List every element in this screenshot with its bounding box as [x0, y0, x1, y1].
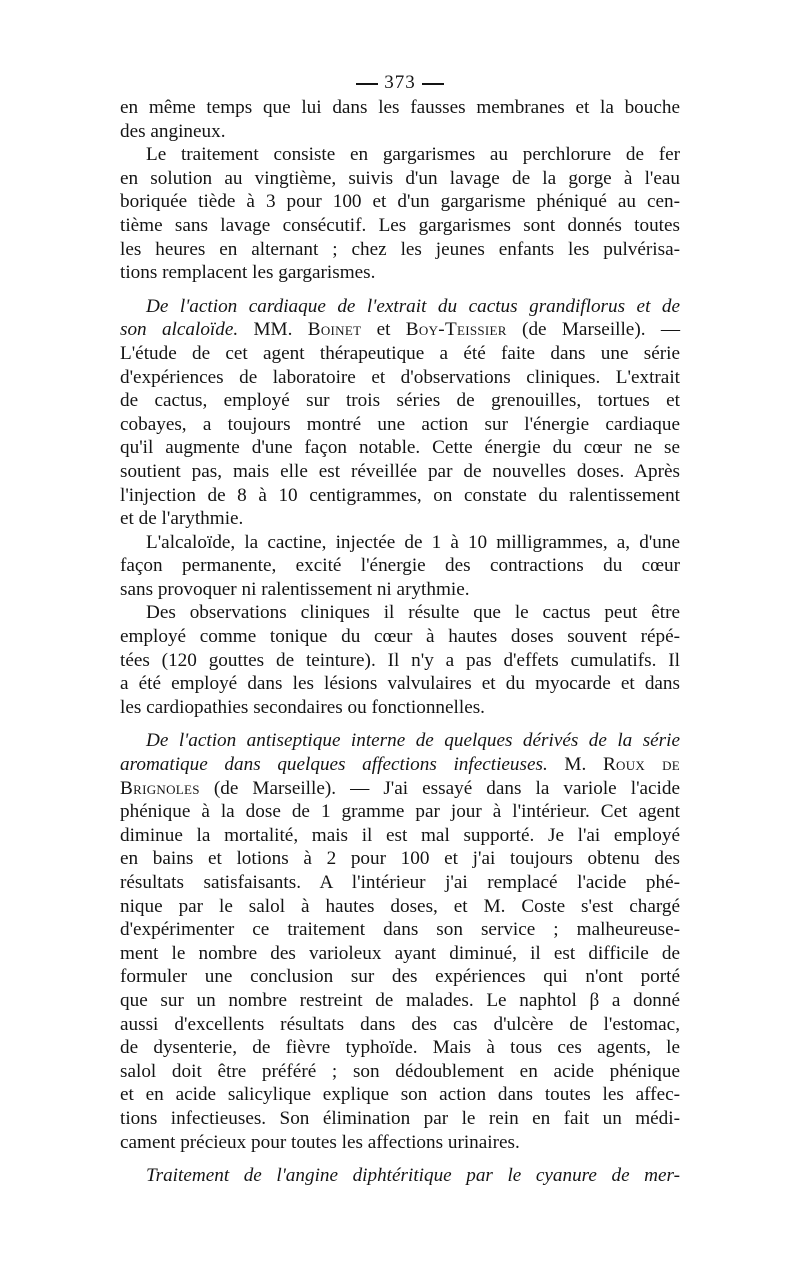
text-line: salol doit être préféré ; son dédoublement en acide phénique — [120, 1060, 680, 1082]
text-line: diminue la mortalité, mais il est mal supporté. Je l'ai employé — [120, 824, 680, 846]
paragraph-continuation — [120, 96, 680, 143]
text-line: d'expérimenter ce traitement dans son service ; malheureuse- — [120, 919, 680, 941]
author-name: Brignoles — [120, 777, 200, 799]
text-line: cobayes, a toujours montré une action sur l'énergie cardiaque — [120, 413, 680, 435]
text-line: tième sans lavage consécutif. Les gargarismes sont donnés toutes — [120, 214, 680, 236]
article-authors: son alcaloïde. MM. Boinet et Boy-Teissier (de Marseille). — — [120, 319, 681, 341]
text-line: Des observations cliniques il résulte que le cactus peut être — [146, 602, 680, 624]
text-line: employé comme tonique du cœur à hautes doses souvent répé- — [120, 626, 680, 648]
text-line: résultats satisfaisants. A l'intérieur j'ai remplacé l'acide phé- — [120, 872, 680, 893]
text-line: et de l'arythmie. — [120, 508, 244, 530]
text-line: de dysenterie, de fièvre typhoïde. Mais à tous ces agents, le — [120, 1037, 680, 1059]
page-body — [120, 96, 680, 1188]
text-line: les heures en alternant ; chez les jeunes enfants les pulvérisa- — [120, 238, 680, 260]
text-line: en même temps que lui dans les fausses membranes et la bouche — [120, 97, 680, 118]
text-line: cament précieux pour toutes les affections urinaires. — [120, 1131, 520, 1153]
text-line: d'expériences de laboratoire et d'observations cliniques. L'extrait — [120, 366, 680, 388]
text-line: phénique à la dose de 1 gramme par jour à l'intérieur. Cet agent — [120, 801, 680, 823]
page-number-dash-left — [356, 83, 378, 85]
paragraph-treatment — [120, 143, 680, 285]
text-line: boriquée tiède à 3 pour 100 et d'un gargarisme phéniqué au cen- — [120, 191, 680, 213]
text-line: nique par le salol à hautes doses, et M. Coste s'est chargé — [120, 895, 680, 917]
text-line: ment le nombre des varioleux ayant diminué, il est difficile de — [120, 942, 680, 964]
paragraph-clinical — [120, 601, 680, 719]
text-line: que sur un nombre restreint de malades. Le naphtol β a donné — [120, 989, 680, 1011]
text-line: de cactus, employé sur trois séries de grenouilles, tortues et — [120, 390, 680, 412]
article-title-cont: aromatique dans quelques affections infectieuses. M. Roux de — [120, 754, 681, 776]
text-line: en solution au vingtième, suivis d'un lavage de la gorge à l'eau — [120, 167, 680, 189]
author-name: Boinet — [307, 319, 362, 341]
article-authors: Brignoles (de Marseille). — J'ai essayé dans la variole l'acide — [120, 777, 680, 799]
text-line: L'alcaloïde, la cactine, injectée de 1 à 10 milligrammes, a, d'une — [146, 531, 680, 553]
page-number: 373 — [0, 72, 800, 94]
text-line: en bains et lotions à 2 pour 100 et j'ai toujours obtenu des — [120, 848, 680, 870]
text-line: tées (120 gouttes de teinture). Il n'y a pas d'effets cumulatifs. Il — [120, 649, 680, 671]
text-line: formuler une conclusion sur des expériences qui n'ont porté — [120, 966, 680, 988]
article-title: De l'action antiseptique interne de quelques dérivés de la série — [146, 730, 680, 752]
article-cactus — [120, 295, 680, 531]
text-line: qu'il augmente d'une façon notable. Cette énergie du cœur ne se — [120, 437, 680, 459]
article-title: Traitement de l'angine diphtéritique par le cyanure de mer- — [146, 1165, 680, 1187]
article-title: De l'action cardiaque de l'extrait du cactus grandiflorus et de — [146, 295, 680, 317]
text-line: l'injection de 8 à 10 centigrammes, on constate du ralentissement — [120, 484, 680, 506]
text-line: des angineux. — [120, 120, 226, 142]
text-line: aussi d'excellents résultats dans des cas d'ulcère de l'estomac, — [120, 1013, 680, 1035]
text-line: a été employé dans les lésions valvulaires et du myocarde et dans — [120, 673, 680, 695]
text-line: et en acide salicylique explique son action dans toutes les affec- — [120, 1084, 680, 1106]
text-line: façon permanente, excité l'énergie des contractions du cœur — [120, 555, 680, 577]
page-number-dash-right — [422, 83, 444, 85]
text-line: soutient pas, mais elle est réveillée par de nouvelles doses. Après — [120, 460, 680, 482]
text-line: tions infectieuses. Son élimination par le rein en fait un médi- — [120, 1107, 680, 1129]
text-line: tions remplacent les gargarismes. — [120, 262, 376, 284]
text-line: les cardiopathies secondaires ou fonctionnelles. — [120, 696, 485, 718]
paragraph-cactine — [120, 531, 680, 602]
text-line: L'étude de cet agent thérapeutique a été faite dans une série — [120, 342, 680, 364]
author-name: Boy-Teissier — [405, 319, 507, 341]
article-diphtheria — [120, 1164, 680, 1188]
author-name: Roux de — [602, 754, 681, 776]
text-line: sans provoquer ni ralentissement ni arythmie. — [120, 578, 470, 600]
article-antiseptic — [120, 729, 680, 1154]
text-line: Le traitement consiste en gargarismes au perchlorure de fer — [146, 144, 680, 166]
